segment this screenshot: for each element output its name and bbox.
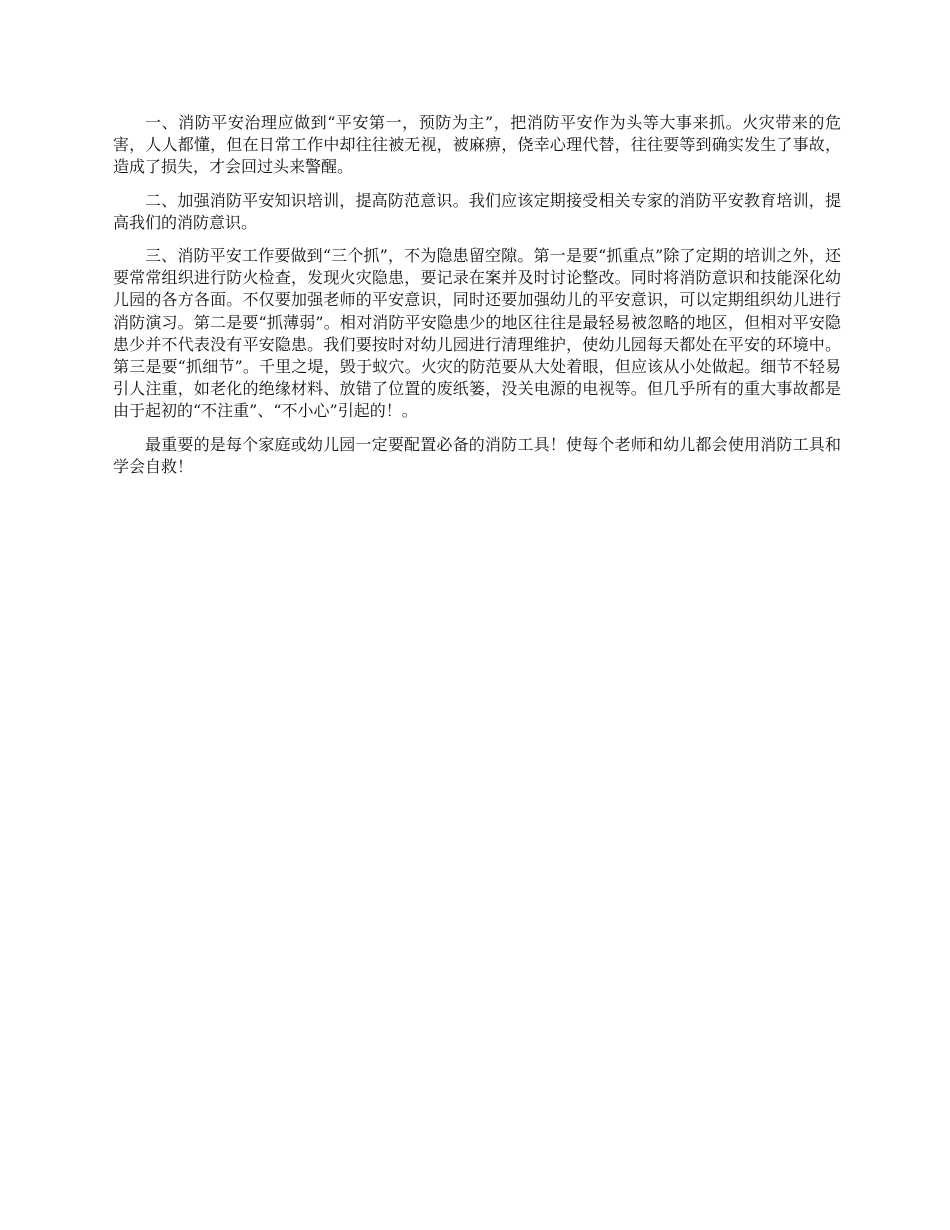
paragraph-2: 二、加强消防平安知识培训，提高防范意识。我们应该定期接受相关专家的消防平安教育培训，提高我们的消防意识。: [113, 190, 841, 232]
paragraph-3: 三、消防平安工作要做到“三个抓”，不为隐患留空隙。第一是要“抓重点”除了定期的培训之外，还要常常组织进行防火检查，发现火灾隐患，要记录在案并及时讨论整改。同时将消防意识和技能深化幼儿园的各方各面。不仅要加强老师的平安意识，同时还要加强幼儿的平安意识，可以定期组织幼儿进行消防演习。第二是要“抓薄弱”。相对消防平安隐患少的地区往往是最轻易被忽略的地区，但相对平安隐患少并不代表没有平安隐患。我们要按时对幼儿园进行清理维护，使幼儿园每天都处在平安的环境中。第三是要“抓细节”。千里之堤，毁于蚁穴。火灾的防范要从大处着眼，但应该从小处做起。细节不轻易引人注重，如老化的绝缘材料、放错了位置的废纸篓，没关电源的电视等。但几乎所有的重大事故都是由于起初的“不注重”、“不小心”引起的！。: [113, 246, 841, 421]
paragraph-1: 一、消防平安治理应做到“平安第一，预防为主”，把消防平安作为头等大事来抓。火灾带来的危害，人人都懂，但在日常工作中却往往被无视，被麻痹，侥幸心理代替，往往要等到确实发生了事故，造成了损失，才会回过头来警醒。: [113, 113, 841, 177]
document-body: [113, 112, 841, 489]
paragraph-4: 最重要的是每个家庭或幼儿园一定要配置必备的消防工具！使每个老师和幼儿都会使用消防工具和学会自救！: [113, 434, 841, 476]
